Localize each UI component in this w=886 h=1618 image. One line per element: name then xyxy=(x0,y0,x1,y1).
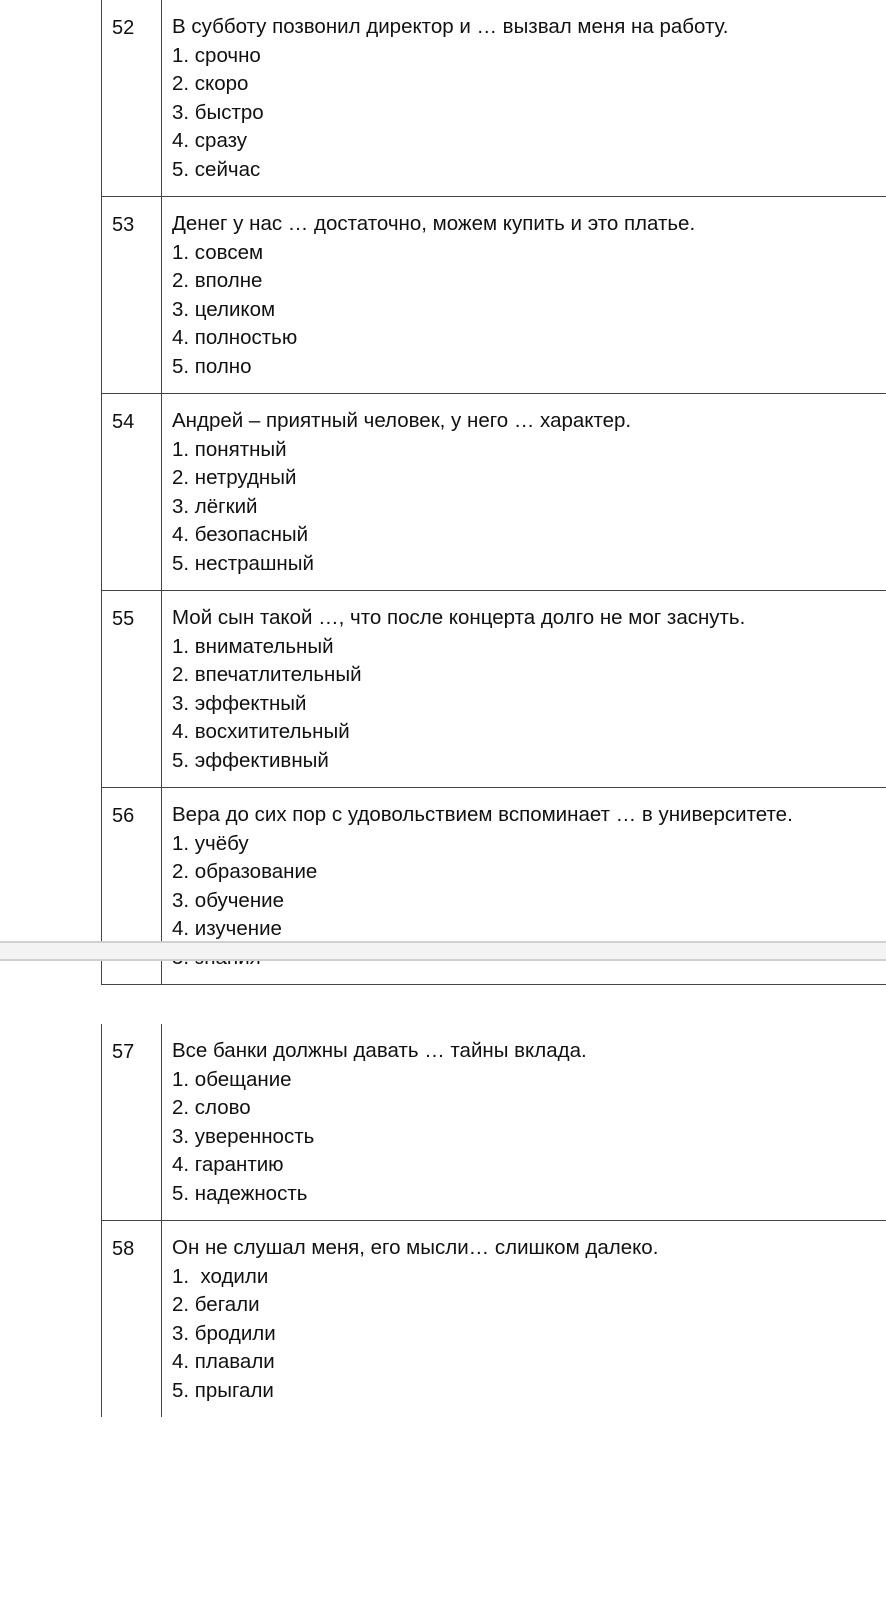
answer-option: 1. внимательный xyxy=(172,634,334,658)
answer-option: 2. вполне xyxy=(172,269,263,292)
answer-option: 1. обещание xyxy=(172,1067,292,1091)
question-row-52 xyxy=(102,0,886,197)
question-text: Вера до сих пор с удовольствием вспоминает … в университете. xyxy=(172,803,793,826)
answer-option: 4. восхитительный xyxy=(172,720,350,743)
question-text: Мой сын такой …, что после концерта долго не мог заснуть. xyxy=(172,606,746,629)
question-text: Андрей – приятный человек, у него … характер. xyxy=(172,409,632,432)
answer-option: 4. плавали xyxy=(172,1350,275,1373)
answer-option: 5. эффективный xyxy=(172,748,329,772)
question-text: Денег у нас … достаточно, можем купить и это платье. xyxy=(172,212,696,235)
answer-option: 1. срочно xyxy=(172,43,261,67)
question-number: 58 xyxy=(102,1221,162,1418)
answer-option: 4. сразу xyxy=(172,129,248,152)
question-table-bottom xyxy=(101,1024,886,1417)
question-table-top xyxy=(101,0,886,985)
answer-option: 5. нестрашный xyxy=(172,551,314,575)
question-number: 56 xyxy=(102,788,162,985)
answer-option: 1. понятный xyxy=(172,437,287,461)
page-break-divider xyxy=(0,941,886,961)
answer-option: 4. безопасный xyxy=(172,523,309,546)
question-body xyxy=(162,0,886,197)
answer-option: 4. изучение xyxy=(172,917,282,940)
answer-option: 2. бегали xyxy=(172,1293,260,1316)
answer-option: 5. полно xyxy=(172,354,252,378)
question-row-53 xyxy=(102,197,886,394)
question-text: Все банки должны давать … тайны вклада. xyxy=(172,1039,587,1062)
answer-option: 1. совсем xyxy=(172,240,264,264)
answer-option: 4. гарантию xyxy=(172,1153,284,1176)
answer-option: 3. эффектный xyxy=(172,691,307,715)
answer-option: 2. образование xyxy=(172,860,318,883)
question-body xyxy=(162,1024,886,1221)
answer-option: 2. нетрудный xyxy=(172,466,297,489)
question-body xyxy=(162,591,886,788)
answer-option: 5. надежность xyxy=(172,1181,308,1205)
question-number: 57 xyxy=(102,1024,162,1221)
answer-option: 5. сейчас xyxy=(172,157,261,181)
question-row-58 xyxy=(102,1221,886,1418)
question-text: Он не слушал меня, его мысли… слишком далеко. xyxy=(172,1236,659,1259)
question-body xyxy=(162,394,886,591)
answer-option: 1. ходили xyxy=(172,1264,269,1288)
answer-option: 4. полностью xyxy=(172,326,298,349)
question-number: 55 xyxy=(102,591,162,788)
question-row-55 xyxy=(102,591,886,788)
answer-option: 2. слово xyxy=(172,1096,251,1119)
answer-option: 3. лёгкий xyxy=(172,494,258,518)
answer-option: 2. скоро xyxy=(172,72,249,95)
question-row-57 xyxy=(102,1024,886,1221)
answer-option: 3. бродили xyxy=(172,1321,276,1345)
answer-option: 3. уверенность xyxy=(172,1124,315,1148)
answer-option: 2. впечатлительный xyxy=(172,663,362,686)
question-number: 52 xyxy=(102,0,162,197)
question-body xyxy=(162,197,886,394)
question-text: В субботу позвонил директор и … вызвал меня на работу. xyxy=(172,15,729,38)
answer-option: 3. целиком xyxy=(172,297,276,321)
answer-option: 3. быстро xyxy=(172,100,264,124)
question-number: 53 xyxy=(102,197,162,394)
answer-option: 3. обучение xyxy=(172,888,284,912)
question-row-54 xyxy=(102,394,886,591)
answer-option: 1. учёбу xyxy=(172,831,249,855)
question-number: 54 xyxy=(102,394,162,591)
question-body xyxy=(162,1221,886,1418)
answer-option: 5. прыгали xyxy=(172,1378,274,1402)
